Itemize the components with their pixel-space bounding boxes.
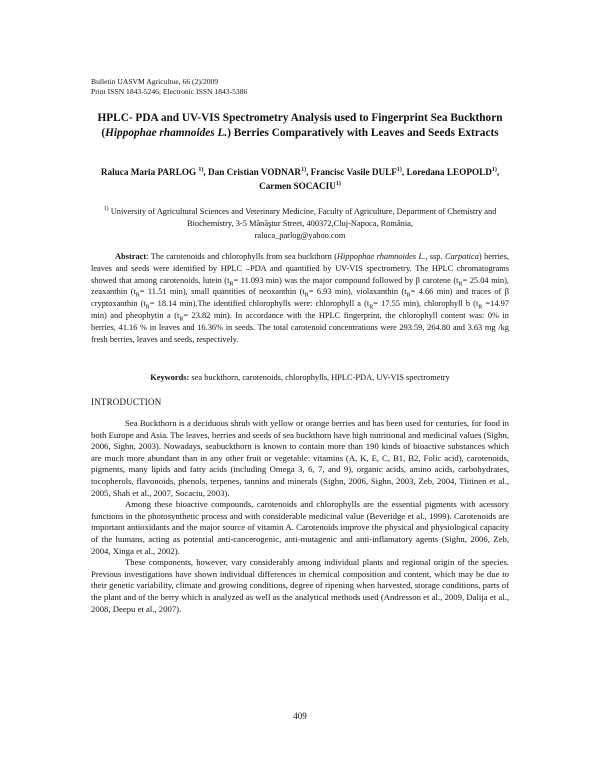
keywords-text: sea buckthorn, carotenoids, chlorophylls, HPLC-PDA, UV-VIS spectrometry bbox=[189, 373, 450, 382]
retention-sub: R bbox=[406, 293, 411, 300]
author: , Dan Cristian VODNAR bbox=[203, 167, 302, 177]
section-heading: INTRODUCTION bbox=[91, 397, 162, 407]
abstract-text: = 17.55 min), chlorophyll b (t bbox=[373, 299, 479, 309]
author-email: raluca_parlog@yahoo.com bbox=[254, 231, 346, 240]
title-species: Hippophae rhamnoides L. bbox=[105, 127, 228, 139]
retention-sub: R bbox=[145, 304, 150, 311]
author: Raluca Maria PARLOG bbox=[100, 167, 197, 177]
title-part: HPLC- PDA and UV-VIS Spectrometry Analysis used to Fingerprint Sea Buckthorn ( bbox=[97, 112, 503, 139]
paragraph: Sea Buckthorn is a deciduous shrub with yellow or orange berries and has been used for centuries, for food in both Europe and Asia. The leaves, berries and seeds of sea buckthorn have high nutritional and medicinal values (Sighn, 2006, Sighn, 2003). Nowadays, seabuckthorn is known to contain more than 190 kinds of bioactive substances which are much more abundant than in any other fruit or vegetable: vitamins (A, K, E, C, B1, B2, Folic acid), carotenoids, pigments, many lipids and fatty acids (including Omega 3, 6, 7, and 9), organic acids, amino acids, carbohydrates, tocopherols, flavonoids, phenols, terpenes, tannins and minerals (Sighn, 2006, Sighn, 2003, Zeb, 2004, Tiitinen et al., 2005, Shah et al., 2007, Socaciu, 2003). bbox=[91, 418, 509, 498]
author: , Loredana LEOPOLD bbox=[401, 167, 492, 177]
abstract-text: = 23.82 min). In accordance with the HPLC fingerprint, the chlorophyll content was: 0% in berries, 41.16 % in leaves and 16.36% in seeds. The total carotenoid concentrations were 293.59, 264.80 and 3.63 mg /kg fresh berries, leaves and seeds, respectively. bbox=[91, 310, 509, 344]
paper-title bbox=[91, 111, 509, 141]
issn-line: Print ISSN 1843-5246; Electronic ISSN 1843-5386 bbox=[91, 87, 248, 96]
author-affil-mark: 1) bbox=[301, 166, 307, 173]
author-list bbox=[91, 166, 509, 193]
author-affil-mark: 1) bbox=[335, 180, 341, 187]
journal-line: Bulletin UASVM Agricultue, 66 (2)/2009 bbox=[91, 77, 219, 86]
affil-mark: 1) bbox=[103, 206, 109, 213]
retention-sub: R bbox=[304, 293, 309, 300]
keywords bbox=[91, 372, 509, 384]
abstract-text: , ssp. bbox=[425, 252, 445, 261]
retention-sub: R bbox=[229, 281, 234, 288]
author-affil-mark: 1) bbox=[396, 166, 402, 173]
abstract-text: = 11.51 min), small quantities of neoxanthin (t bbox=[139, 287, 305, 297]
abstract-subspecies: Carpatica bbox=[444, 252, 479, 261]
retention-sub: R bbox=[135, 293, 140, 300]
journal-header bbox=[91, 77, 247, 97]
page-number: 409 bbox=[293, 711, 307, 721]
author: , Carmen SOCACIU bbox=[259, 167, 500, 191]
abstract-text: = 18.14 min).The identified chlorophylls were: chlorophyll a (t bbox=[149, 299, 370, 309]
affiliation-text: University of Agricultural Sciences and Veterinary Medicine, Faculty of Agriculture, Department of Chemistry and Biochemistry, 3-5 Mănăştur Street, 400372,Cluj-Napoca, România, bbox=[108, 207, 497, 228]
abstract bbox=[91, 251, 509, 345]
abstract-species: Hippophae rhamnoides L. bbox=[337, 252, 426, 261]
retention-sub: R bbox=[478, 304, 483, 311]
abstract-label: Abstract bbox=[115, 252, 147, 261]
paragraph: Among these bioactive compounds, carotenoids and chlorophylls are the essential pigments with acessory functions in the photosynthetic process and with considerable medicinal value (Beveridge et al., 1999). Carotenoids are important antioxidants and the major source of vitamin A. Carotenoids improve the physical and physiological capacity of the humans, acting as potential anti-cancerogenic, anti-mutagenic and anti-inflamatory agents (Sighn, 2006, Zeb, 2004, Xinga et al., 2002). bbox=[91, 499, 509, 556]
affiliation bbox=[91, 206, 509, 242]
retention-sub: R bbox=[179, 316, 184, 323]
retention-sub: R bbox=[458, 281, 463, 288]
paragraph: These components, however, vary considerably among individual plants and regional origin of the species. Previous investigations have shown individual differences in chemical composition and content, which may be due to their genetic variability, climate and growing conditions, degree of ripening when harvested, storage conditions, parts of the plant and of the berry which is analyzed as well as the analytical methods used (Andresson et al., 2009, Dalija et al., 2008, Deepu et al., 2007). bbox=[91, 557, 509, 614]
abstract-text: = 25.04 min), zeaxanthin (t bbox=[91, 275, 510, 297]
abstract-text: = 4.66 min) and traces of β cryptoxanthin (t bbox=[91, 287, 509, 309]
keywords-label: Keywords: bbox=[150, 373, 190, 382]
introduction-body bbox=[91, 418, 509, 615]
author-affil-mark: 1) bbox=[491, 166, 497, 173]
title-part: ) Berries Comparatively with Leaves and Seeds Extracts bbox=[227, 127, 499, 139]
abstract-text: = 11.093 min) was the major compound followed by β carotene (t bbox=[233, 275, 459, 285]
retention-sub: R bbox=[369, 304, 374, 311]
author-affil-mark: 1) bbox=[198, 166, 204, 173]
abstract-text: = 6.93 min), violaxanthin (t bbox=[308, 287, 407, 297]
author: , Francisc Vasile DULF bbox=[306, 167, 397, 177]
abstract-text: : The carotenoids and chlorophylls from sea buckthorn ( bbox=[146, 252, 337, 261]
abstract-text: ) berries, leaves and seeds were identified by HPLC –PDA and quantified by UV-VIS spectrometry. The HPLC chromatograms showed that among carotenoids, lutein (t bbox=[91, 252, 509, 285]
abstract-text: =14.97 min) and pheophytin a (t bbox=[91, 299, 509, 320]
